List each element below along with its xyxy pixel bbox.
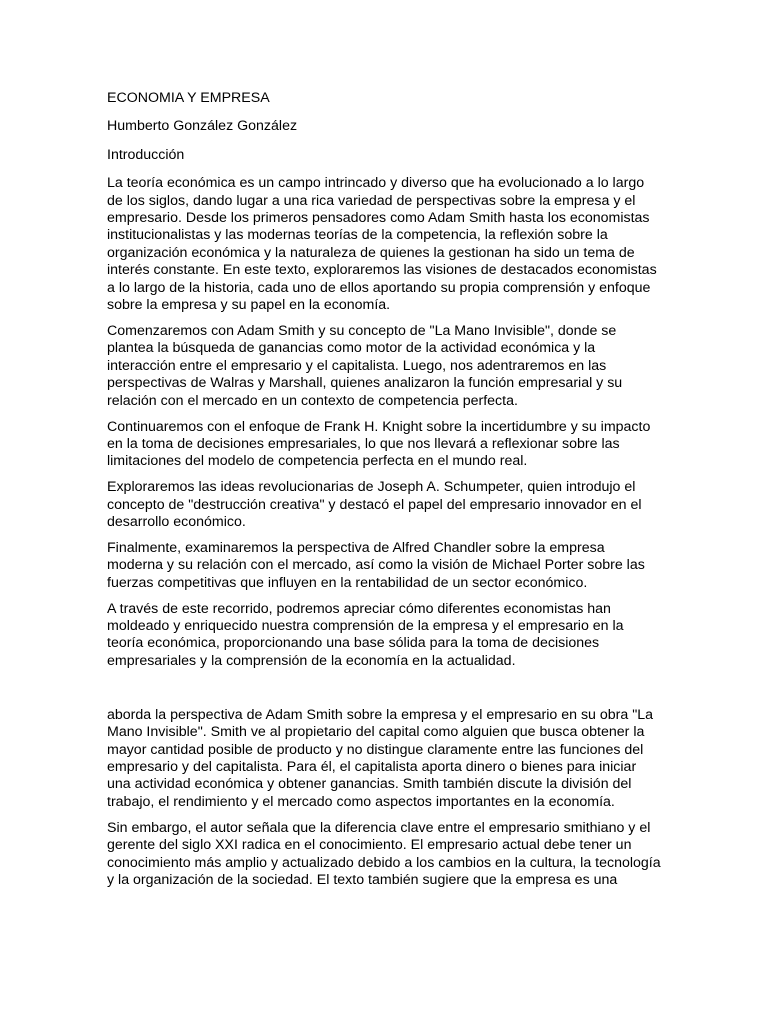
- section-heading: Introducción: [107, 146, 185, 163]
- document-page: [107, 90, 663, 898]
- paragraph: Finalmente, examinaremos la perspectiva de Alfred Chandler sobre la empresa moderna y su relación con el mercado, así como la visión de Michael Porter sobre las fuerzas competitivas que influyen en la rentabilidad de un sector económico.: [107, 539, 645, 591]
- paragraph: A través de este recorrido, podremos apreciar cómo diferentes economistas han moldeado y enriquecido nuestra comprensión de la empresa y el empresario en la teoría económica, proporcionando una base sólida para la toma de decisiones empresariales y la comprensión de la economía en la actualidad.: [107, 600, 624, 669]
- paragraph: Sin embargo, el autor señala que la diferencia clave entre el empresario smithiano y el gerente del siglo XXI radica en el conocimiento. El empresario actual debe tener un conocimiento más amplio y actualizado debido a los cambios en la cultura, la tecnología y la organización de la sociedad. El texto también sugiere que la empresa es una: [107, 819, 661, 888]
- paragraph: La teoría económica es un campo intrincado y diverso que ha evolucionado a lo largo de los siglos, dando lugar a una rica variedad de perspectivas sobre la empresa y el empresario. Desde los primeros pensadores como Adam Smith hasta los economistas institucionalistas y las modernas teorías de la competencia, la reflexión sobre la organización económica y la naturaleza de quienes la gestionan ha sido un tema de interés constante. En este texto, exploraremos las visiones de destacados economistas a lo largo de la historia, cada uno de ellos aportando su propia comprensión y enfoque sobre la empresa y su papel en la economía.: [107, 175, 657, 314]
- document-author: Humberto González González: [107, 118, 298, 135]
- paragraph: Comenzaremos con Adam Smith y su concepto de "La Mano Invisible", donde se plantea la búsqueda de ganancias como motor de la actividad económica y la interacción entre el empresario y el capitalista. Luego, nos adentraremos en las perspectivas de Walras y Marshall, quienes analizaron la función empresarial y su relación con el mercado en un contexto de competencia perfecta.: [107, 322, 623, 409]
- paragraph: Exploraremos las ideas revolucionarias de Joseph A. Schumpeter, quien introdujo el concepto de "destrucción creativa" y destacó el papel del empresario innovador en el desarrollo económico.: [107, 479, 642, 531]
- section-gap: [107, 679, 663, 707]
- paragraph: aborda la perspectiva de Adam Smith sobre la empresa y el empresario en su obra "La Mano Invisible". Smith ve al propietario del capital como alguien que busca obtener la mayor cantidad posible de producto y no distingue claramente entre las funciones del empresario y del capitalista. Para él, el capitalista aporta dinero o bienes para iniciar una actividad económica y obtener ganancias. Smith también discute la división del trabajo, el rendimiento y el mercado como aspectos importantes en la economía.: [107, 706, 654, 810]
- paragraph: Continuaremos con el enfoque de Frank H. Knight sobre la incertidumbre y su impacto en la toma de decisiones empresariales, lo que nos llevará a reflexionar sobre las limitaciones del modelo de competencia perfecta en el mundo real.: [107, 418, 651, 470]
- document-title: ECONOMIA Y EMPRESA: [107, 90, 270, 106]
